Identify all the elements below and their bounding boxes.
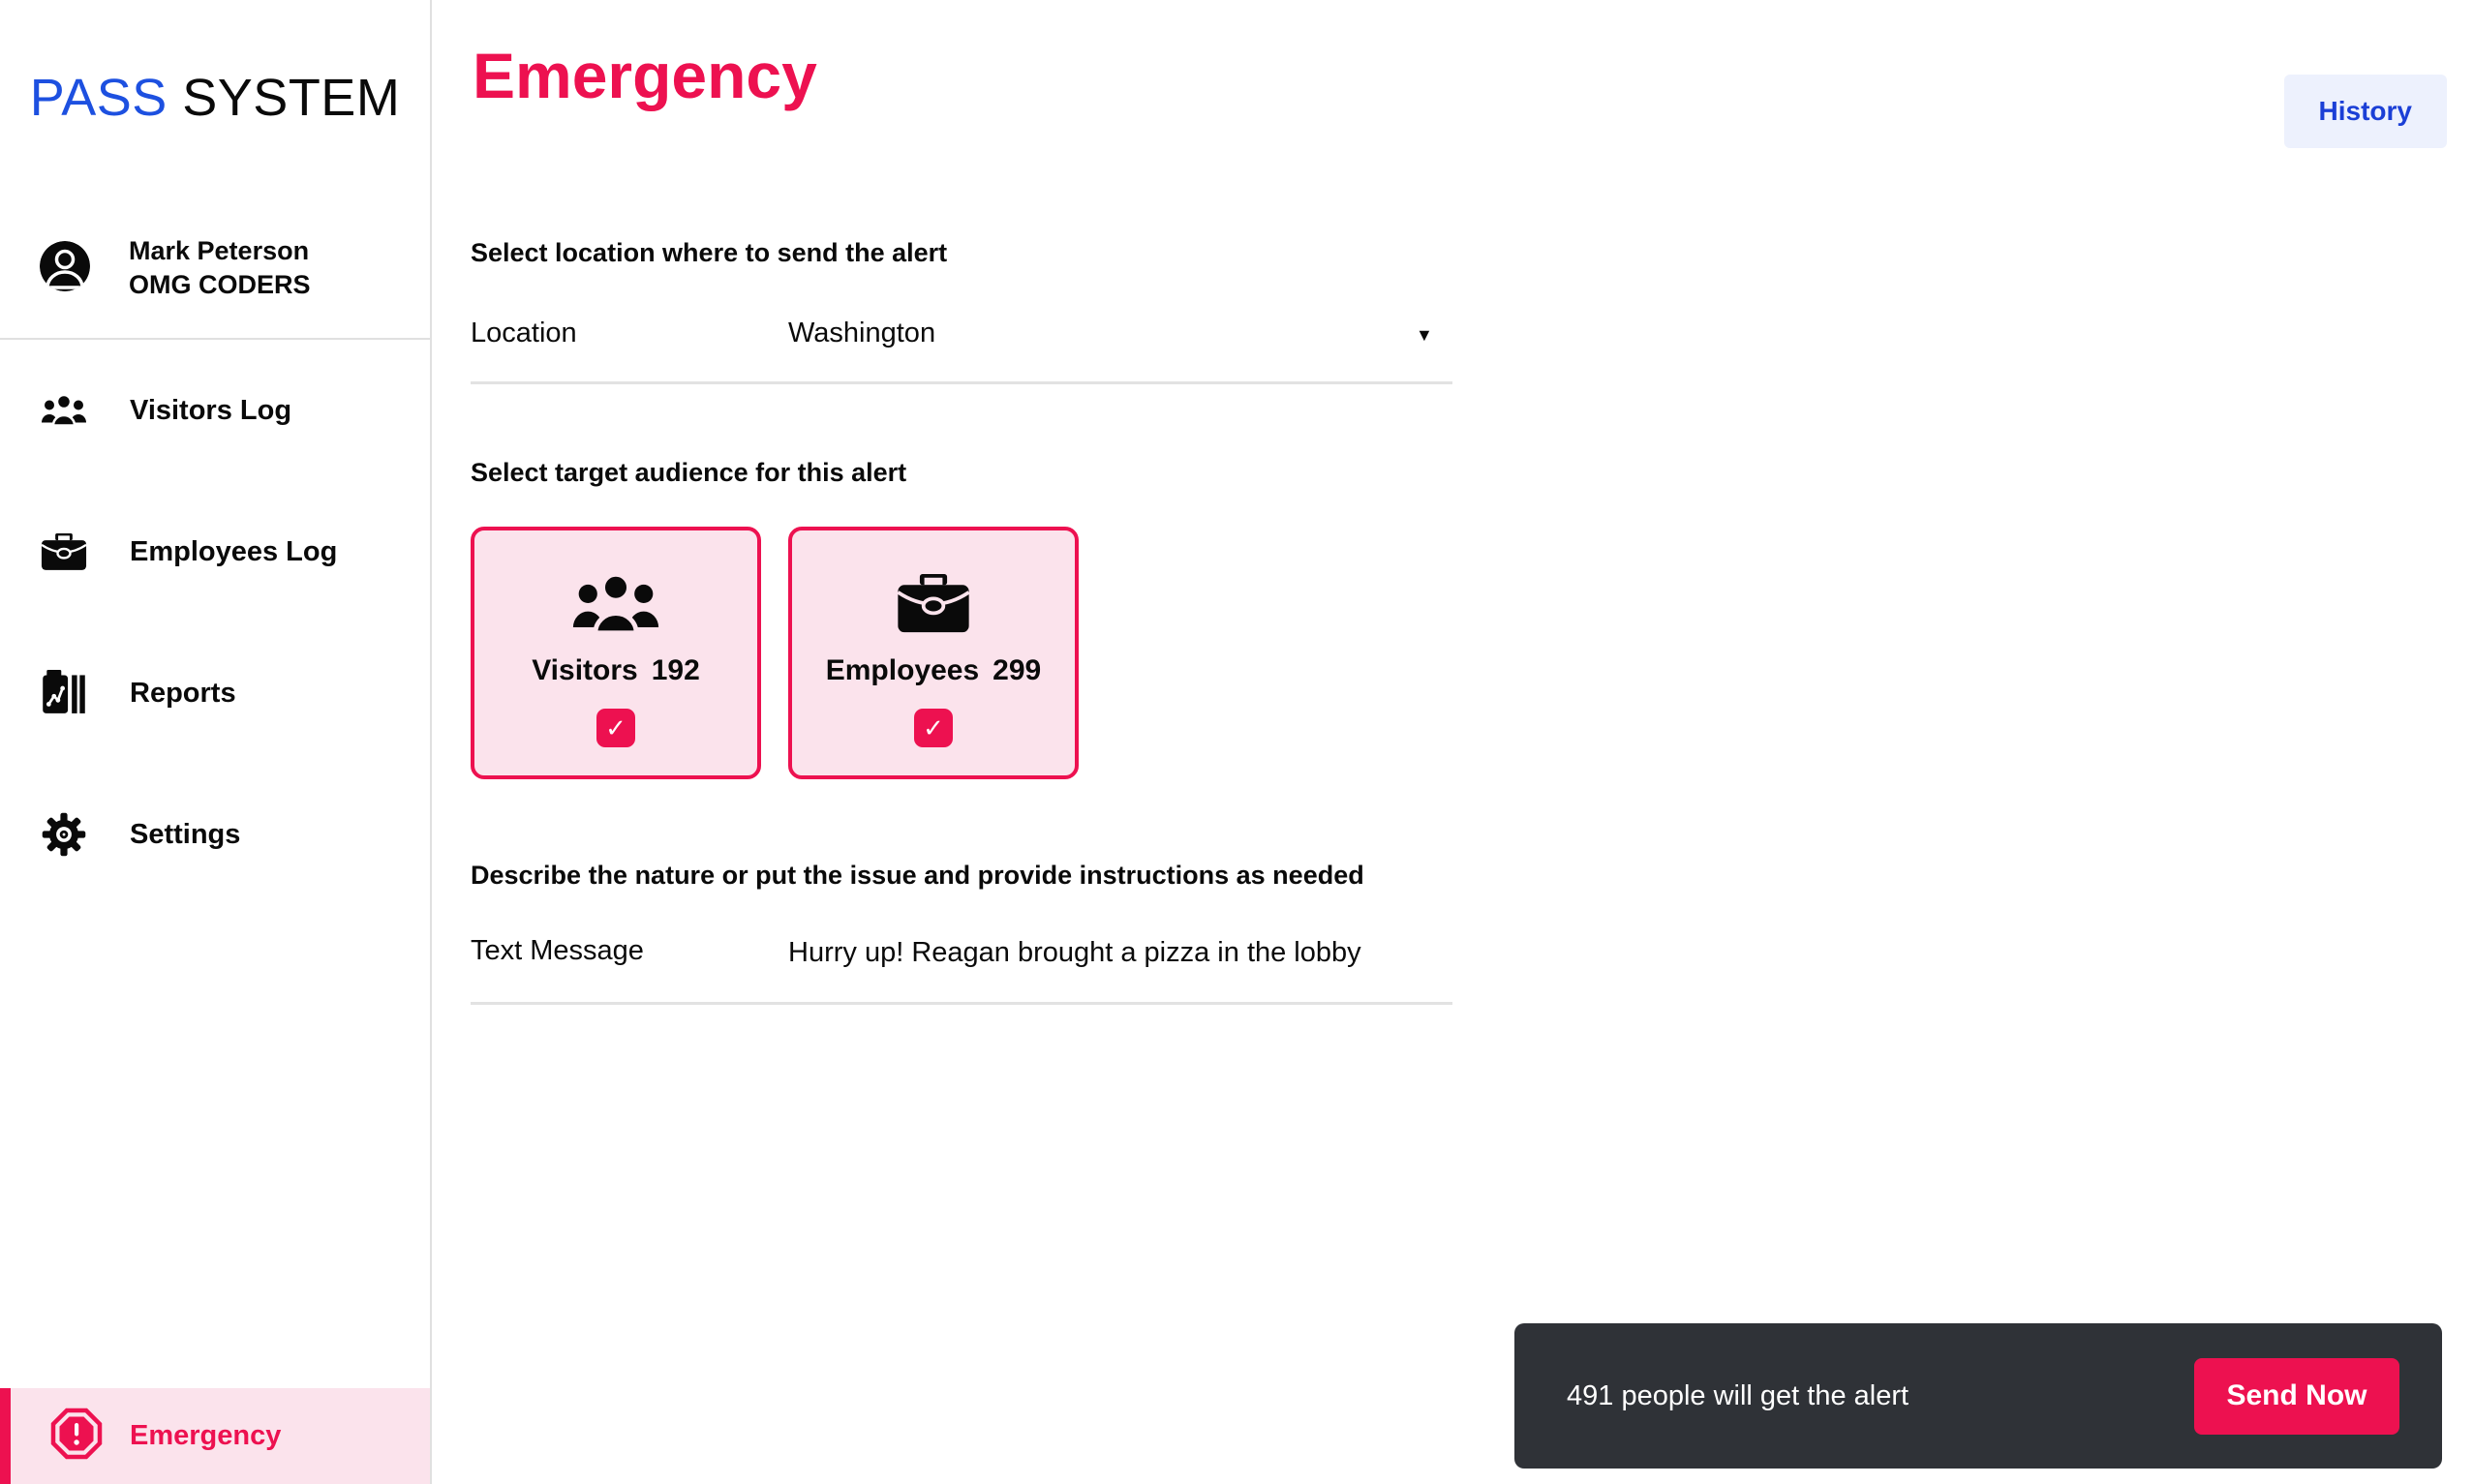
sidebar-item-label: Reports [130, 677, 236, 709]
check-icon: ✓ [923, 713, 944, 742]
logo-primary: PASS [29, 69, 168, 127]
audience-section-heading: Select target audience for this alert [471, 458, 907, 487]
app-logo [0, 68, 430, 128]
check-icon: ✓ [605, 713, 626, 742]
report-chart-icon [40, 670, 88, 717]
audience-card-visitors[interactable] [471, 527, 761, 779]
visitors-checkbox[interactable] [596, 709, 635, 747]
message-field-label: Text Message [471, 935, 644, 966]
avatar-icon [40, 241, 90, 296]
alert-toast [1514, 1323, 2442, 1469]
people-icon [571, 571, 660, 637]
location-field-label: Location [471, 318, 577, 348]
message-field-value[interactable]: Hurry up! Reagan brought a pizza in the lobby [788, 937, 1361, 968]
sidebar-item-label: Employees Log [130, 535, 338, 567]
card-label: Employees [825, 654, 980, 686]
card-count: 192 [651, 654, 700, 686]
sidebar-item-reports[interactable] [0, 622, 430, 764]
main-content [432, 0, 2474, 1484]
sidebar-item-label: Visitors Log [130, 394, 292, 426]
chevron-down-icon[interactable]: ▼ [1416, 325, 1433, 345]
briefcase-icon [40, 533, 88, 571]
sidebar-item-employees-log[interactable] [0, 481, 430, 622]
gear-icon [40, 812, 88, 857]
sidebar-nav [0, 340, 430, 905]
employees-checkbox[interactable] [914, 709, 953, 747]
active-indicator-bar [0, 1388, 11, 1484]
briefcase-icon [897, 571, 970, 637]
location-select-value[interactable]: Washington [788, 318, 936, 348]
alert-octagon-icon [50, 1408, 103, 1465]
audience-cards [471, 527, 1079, 779]
card-count: 299 [993, 654, 1042, 686]
user-name: Mark Peterson [129, 236, 310, 265]
page-title: Emergency [473, 40, 817, 111]
audience-card-employees[interactable] [788, 527, 1079, 779]
send-now-button[interactable]: Send Now [2194, 1358, 2399, 1435]
message-section-heading: Describe the nature or put the issue and provide instructions as needed [471, 861, 1364, 890]
history-button[interactable]: History [2284, 75, 2447, 148]
logo-secondary: SYSTEM [182, 69, 401, 127]
location-field-underline [471, 381, 1452, 384]
toast-message: 491 people will get the alert [1567, 1379, 1909, 1411]
user-info [40, 234, 311, 302]
card-label: Visitors [532, 654, 638, 686]
location-section-heading: Select location where to send the alert [471, 238, 948, 267]
people-icon [40, 394, 88, 427]
sidebar-item-emergency[interactable] [0, 1388, 430, 1484]
user-org: OMG CODERS [129, 270, 311, 299]
sidebar [0, 0, 432, 1484]
sidebar-item-label: Settings [130, 818, 241, 850]
sidebar-item-label: Emergency [130, 1420, 282, 1451]
sidebar-item-settings[interactable] [0, 764, 430, 905]
sidebar-item-visitors-log[interactable] [0, 340, 430, 481]
message-field-underline [471, 1002, 1452, 1005]
